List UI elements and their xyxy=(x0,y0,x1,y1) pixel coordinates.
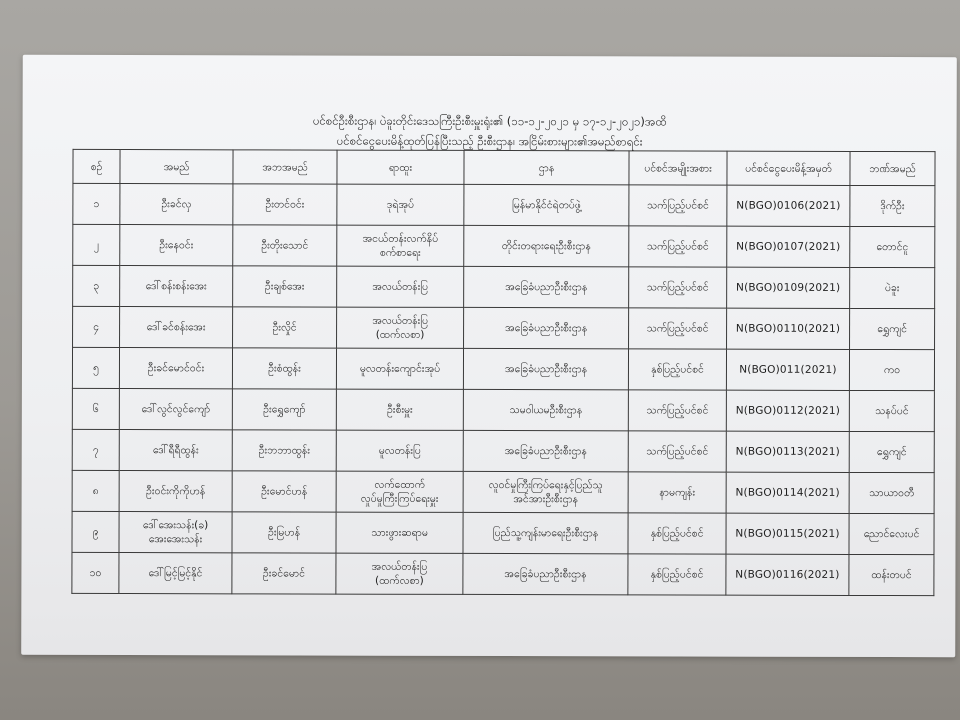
cell-row-number: ၇ xyxy=(72,429,119,470)
cell-rank: အလယ်တန်းပြ (ထက်လစာ) xyxy=(336,553,463,594)
cell-pension-type: သက်ပြည့်ပင်စင် xyxy=(629,267,727,308)
cell-department: အခြေခံပညာဦးစီးဌာန xyxy=(463,348,628,389)
cell-bank: ညောင်လေးပင် xyxy=(849,513,934,554)
cell-name: ဒေါ်အေးသန်း(ခ) အေးအေးသန်း xyxy=(119,512,232,553)
cell-license-no: N(BGO)0110(2021) xyxy=(727,308,850,349)
cell-bank: ရွှေကျင် xyxy=(849,431,934,472)
cell-bank: တောင်ငူ xyxy=(850,226,935,267)
cell-father-name: ဦးတင်ဝင်း xyxy=(233,184,337,225)
cell-father-name: ဦးဘဘာထွန်း xyxy=(232,430,336,471)
cell-bank: သာယာဝတီ xyxy=(849,472,934,513)
table-row xyxy=(72,552,934,595)
pensioner-table xyxy=(71,149,935,596)
cell-department: အခြေခံပညာဦးစီးဌာန xyxy=(464,307,629,348)
cell-bank: ရွှေကျင် xyxy=(850,308,935,349)
cell-rank: ဦးစီးမှူး xyxy=(336,389,463,430)
cell-rank: ဒုရဲအုပ် xyxy=(337,184,464,225)
column-header-department: ဌာန xyxy=(464,150,629,184)
table-row xyxy=(73,183,935,226)
cell-department: လူဝင်မှုကြီးကြပ်ရေးနှင့်ပြည်သူ အင်အားဦးစီးဌာန xyxy=(463,471,628,512)
cell-pension-type: နာမကျန်း xyxy=(628,472,726,513)
cell-rank: လက်ထောက် လှုပ်မှုကြီးကြပ်ရေးမှူး xyxy=(336,471,463,512)
cell-father-name: ဦးမောင်ဟန် xyxy=(232,471,336,512)
cell-license-no: N(BGO)0116(2021) xyxy=(726,554,849,595)
cell-name: ဒေါ်မြင့်မြင့်နိုင် xyxy=(119,553,232,594)
cell-rank: အလယ်တန်းပြ xyxy=(337,266,464,307)
cell-rank: သားဖွားဆရာမ xyxy=(336,512,463,553)
cell-department: ပြည်သူ့ကျန်းမာရေးဦးစီးဌာန xyxy=(463,512,628,553)
cell-pension-type: သက်ပြည့်ပင်စင် xyxy=(628,390,726,431)
cell-department: မြန်မာနိုင်ငံရဲတပ်ဖွဲ့ xyxy=(464,184,629,225)
table-row xyxy=(72,388,934,431)
paper-sheet xyxy=(21,55,957,657)
cell-bank: ဒိုက်ဦး xyxy=(850,185,935,226)
cell-bank: ကဝ xyxy=(849,349,934,390)
table-row xyxy=(72,511,934,554)
cell-license-no: N(BGO)0106(2021) xyxy=(727,185,850,226)
cell-bank: ထန်းတပင် xyxy=(849,554,934,595)
cell-pension-type: သက်ပြည့်ပင်စင် xyxy=(629,226,727,267)
cell-row-number: ၁၀ xyxy=(72,552,119,593)
cell-pension-type: နှစ်ပြည့်ပင်စင် xyxy=(628,513,726,554)
cell-pension-type: နှစ်ပြည့်ပင်စင် xyxy=(628,554,726,595)
cell-rank: အလယ်တန်းပြ (ထက်လစာ) xyxy=(337,307,464,348)
cell-row-number: ၄ xyxy=(73,306,120,347)
cell-name: ဦးဝင်းကိုကိုဟန် xyxy=(119,471,232,512)
cell-pension-type: နှစ်ပြည့်ပင်စင် xyxy=(628,349,726,390)
cell-father-name: ဦးလှိုင် xyxy=(233,307,337,348)
table-row xyxy=(72,429,934,472)
column-header-rank: ရာထူး xyxy=(337,150,464,184)
cell-license-no: N(BGO)0114(2021) xyxy=(726,472,849,513)
cell-father-name: ဦးမြဟန် xyxy=(232,512,336,553)
column-header-father-name: အဘအမည် xyxy=(233,150,337,184)
cell-father-name: ဦးချစ်အေး xyxy=(233,266,337,307)
cell-pension-type: သက်ပြည့်ပင်စင် xyxy=(628,431,726,472)
cell-row-number: ၅ xyxy=(72,347,119,388)
cell-license-no: N(BGO)011(2021) xyxy=(726,349,849,390)
cell-name: ဦးခင်မောင်ဝင်း xyxy=(119,348,232,389)
cell-name: ဒေါ်စန်းစန်းအေး xyxy=(120,266,233,307)
column-header-no: စဉ် xyxy=(73,149,120,183)
cell-row-number: ၂ xyxy=(73,224,120,265)
table-row xyxy=(72,470,934,513)
cell-name: ဒေါ်ခင်စန်းအေး xyxy=(120,307,233,348)
document-title: ပင်စင်ဦးစီးဌာန၊ ပဲခူးတိုင်းဒေသကြီးဦးစီးမှူးရုံး၏ (၁၁-၁၂-၂၀၂၁ မှ ၁၇-၁၂-၂၀၂၁)အထိ xyxy=(312,113,667,129)
cell-rank: မူလတန်းကျောင်းအုပ် xyxy=(336,348,463,389)
cell-row-number: ၈ xyxy=(72,470,119,511)
cell-department: တိုင်းတရားရေးဦးစီးဌာန xyxy=(464,225,629,266)
cell-department: အခြေခံပညာဦးစီးဌာန xyxy=(463,430,628,471)
document-subtitle: ပင်စင်ငွေပေးမိန့်ထုတ်ပြန်ပြီးသည့် ဦးစီးဌာန၊ အငြိမ်းစားများ၏အမည်စာရင်း xyxy=(336,133,643,149)
cell-license-no: N(BGO)0113(2021) xyxy=(726,431,849,472)
column-header-name: အမည် xyxy=(120,150,233,184)
table-row xyxy=(73,224,935,267)
column-header-license-no: ပင်စင်ငွေပေးမိန့်အမှတ် xyxy=(727,151,850,185)
cell-license-no: N(BGO)0112(2021) xyxy=(726,390,849,431)
cell-name: ဒေါ်လွင်လွင်ကျော် xyxy=(119,389,232,430)
table-header-row xyxy=(73,149,935,185)
cell-row-number: ၆ xyxy=(72,388,119,429)
column-header-pension-type: ပင်စင်အမျိုးအစား xyxy=(629,151,727,185)
cell-pension-type: သက်ပြည့်ပင်စင် xyxy=(629,185,727,226)
table-row xyxy=(73,265,935,308)
cell-rank: မူလတန်းပြ xyxy=(336,430,463,471)
cell-pension-type: သက်ပြည့်ပင်စင် xyxy=(629,308,727,349)
cell-department: အခြေခံပညာဦးစီးဌာန xyxy=(464,266,629,307)
cell-rank: အငယ်တန်းလက်နိပ် စက်စာရေး xyxy=(337,225,464,266)
cell-name: ဦးခင်လှ xyxy=(120,184,233,225)
cell-name: ဒေါ်ရီရီထွန်း xyxy=(119,430,232,471)
cell-row-number: ၉ xyxy=(72,511,119,552)
cell-row-number: ၁ xyxy=(73,183,120,224)
cell-father-name: ဦးစံထွန်း xyxy=(232,348,336,389)
cell-license-no: N(BGO)0107(2021) xyxy=(727,226,850,267)
cell-department: အခြေခံပညာဦးစီးဌာန xyxy=(463,553,628,594)
cell-department: သမဝါယမဦးစီးဌာန xyxy=(463,389,628,430)
cell-father-name: ဦးတိုးသောင် xyxy=(233,225,337,266)
column-header-bank: ဘဏ်အမည် xyxy=(850,151,935,185)
cell-row-number: ၃ xyxy=(73,265,120,306)
table-row xyxy=(73,306,935,349)
table-row xyxy=(72,347,934,390)
cell-father-name: ဦးရွှေကျော် xyxy=(232,389,336,430)
cell-bank: သနပ်ပင် xyxy=(849,390,934,431)
cell-license-no: N(BGO)0115(2021) xyxy=(726,513,849,554)
cell-license-no: N(BGO)0109(2021) xyxy=(727,267,850,308)
cell-name: ဦးနေဝင်း xyxy=(120,225,233,266)
cell-bank: ပဲခူး xyxy=(850,267,935,308)
cell-father-name: ဦးခင်မောင် xyxy=(232,553,336,594)
